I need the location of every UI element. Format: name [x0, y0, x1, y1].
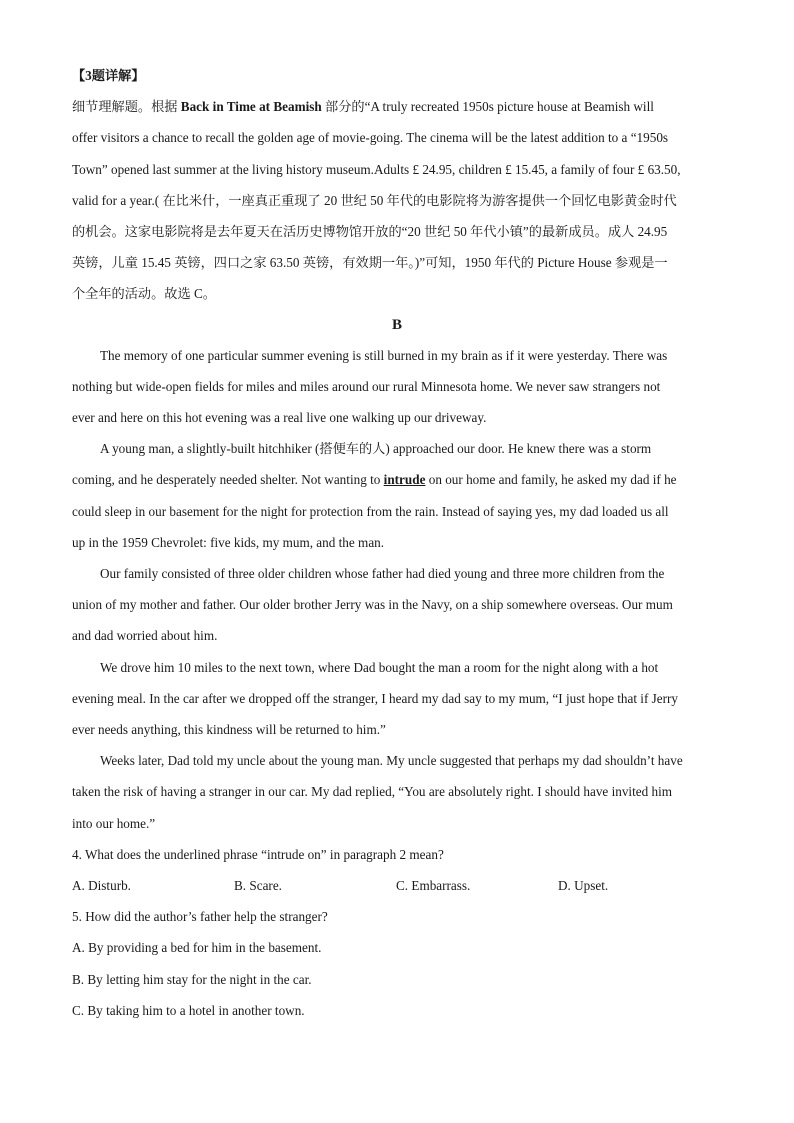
- passage-line: The memory of one particular summer evening is still burned in my brain as if it were yesterday. There was: [100, 347, 668, 363]
- passage-line: ever needs anything, this kindness will be returned to him.”: [72, 722, 386, 738]
- passage-line: Weeks later, Dad told my uncle about the young man. My uncle suggested that perhaps my dad shouldn’t have: [100, 753, 683, 769]
- passage-line: A young man, a slightly-built hitchhiker (搭便车的人) approached our door. He knew there was a storm: [100, 441, 652, 457]
- passage-line: nothing but wide-open fields for miles and miles around our rural Minnesota home. We never saw strangers not: [72, 378, 661, 394]
- paragraph-3: [72, 558, 722, 652]
- detail-line: Town” opened last summer at the living history museum.Adults £ 24.95, children £ 15.45, a family of four £ 63.50,: [72, 161, 681, 177]
- document-page: [72, 60, 722, 1026]
- detail-line: 个全年的活动。故选 C。: [72, 286, 216, 302]
- passage-line: into our home.”: [72, 815, 156, 831]
- paragraph-4: [72, 652, 722, 746]
- question-text: 4. What does the underlined phrase “intrude on” in paragraph 2 mean?: [72, 846, 444, 862]
- section-reference: Back in Time at Beamish: [180, 99, 322, 115]
- detail-line: 的机会。这家电影院将是去年夏天在活历史博物馆开放的“20 世纪 50 年代小镇”的最新成员。成人 24.95: [72, 224, 668, 240]
- underlined-word: intrude: [383, 472, 426, 488]
- passage-line: and dad worried about him.: [72, 628, 218, 644]
- option-b: B. By letting him stay for the night in the car.: [72, 971, 312, 987]
- question-4: [72, 839, 722, 901]
- option-a: A. Disturb.: [72, 878, 131, 894]
- passage-line: up in the 1959 Chevrolet: five kids, my mum, and the man.: [72, 534, 385, 550]
- detail-explanation: [72, 91, 722, 309]
- passage-line: taken the risk of having a stranger in our car. My dad replied, “You are absolutely right. I should have invited him: [72, 784, 673, 800]
- section-title: B: [391, 316, 402, 333]
- passage-line: ever and here on this hot evening was a real live one walking up our driveway.: [72, 410, 487, 426]
- passage-line: could sleep in our basement for the night for protection from the rain. Instead of saying yes, my dad loaded us all: [72, 503, 669, 519]
- question-5: [72, 901, 722, 1026]
- detail-heading: 【3题详解】: [72, 68, 145, 83]
- detail-line: 英镑，儿童 15.45 英镑，四口之家 63.50 英镑，有效期一年。)”可知，1950 年代的 Picture House 参观是一: [72, 255, 668, 271]
- option-a: A. By providing a bed for him in the basement.: [72, 940, 322, 956]
- passage: [72, 340, 722, 839]
- option-d: D. Upset.: [558, 878, 609, 894]
- detail-line: valid for a year.( 在比米什，一座真正重现了 20 世纪 50 年代的电影院将为游客提供一个回忆电影黄金时代: [72, 192, 677, 208]
- option-b: B. Scare.: [234, 878, 282, 894]
- question-options: [72, 870, 722, 901]
- passage-line: union of my mother and father. Our older brother Jerry was in the Navy, on a ship somewhere overseas. Our mum: [72, 597, 673, 613]
- option-c: C. Embarrass.: [396, 878, 471, 894]
- paragraph-5: [72, 745, 722, 839]
- paragraph-2: [72, 433, 722, 558]
- question-text: 5. How did the author’s father help the stranger?: [72, 909, 328, 925]
- option-c: C. By taking him to a hotel in another town.: [72, 1002, 305, 1018]
- passage-line: Our family consisted of three older children whose father had died young and three more children from the: [100, 566, 665, 582]
- detail-line: 细节理解题。根据 Back in Time at Beamish 部分的“A truly recreated 1950s picture house at Beamish will: [72, 99, 654, 115]
- paragraph-1: [72, 340, 722, 434]
- passage-line: coming, and he desperately needed shelter. Not wanting to intrude on our home and family, he asked my dad if he: [72, 472, 677, 488]
- detail-line: offer visitors a chance to recall the golden age of movie-going. The cinema will be the latest addition to a “1950s: [72, 130, 669, 146]
- passage-line: evening meal. In the car after we dropped off the stranger, I heard my dad say to my mum, “I just hope that if Jerry: [72, 690, 679, 706]
- passage-line: We drove him 10 miles to the next town, where Dad bought the man a room for the night along with a hot: [100, 659, 659, 675]
